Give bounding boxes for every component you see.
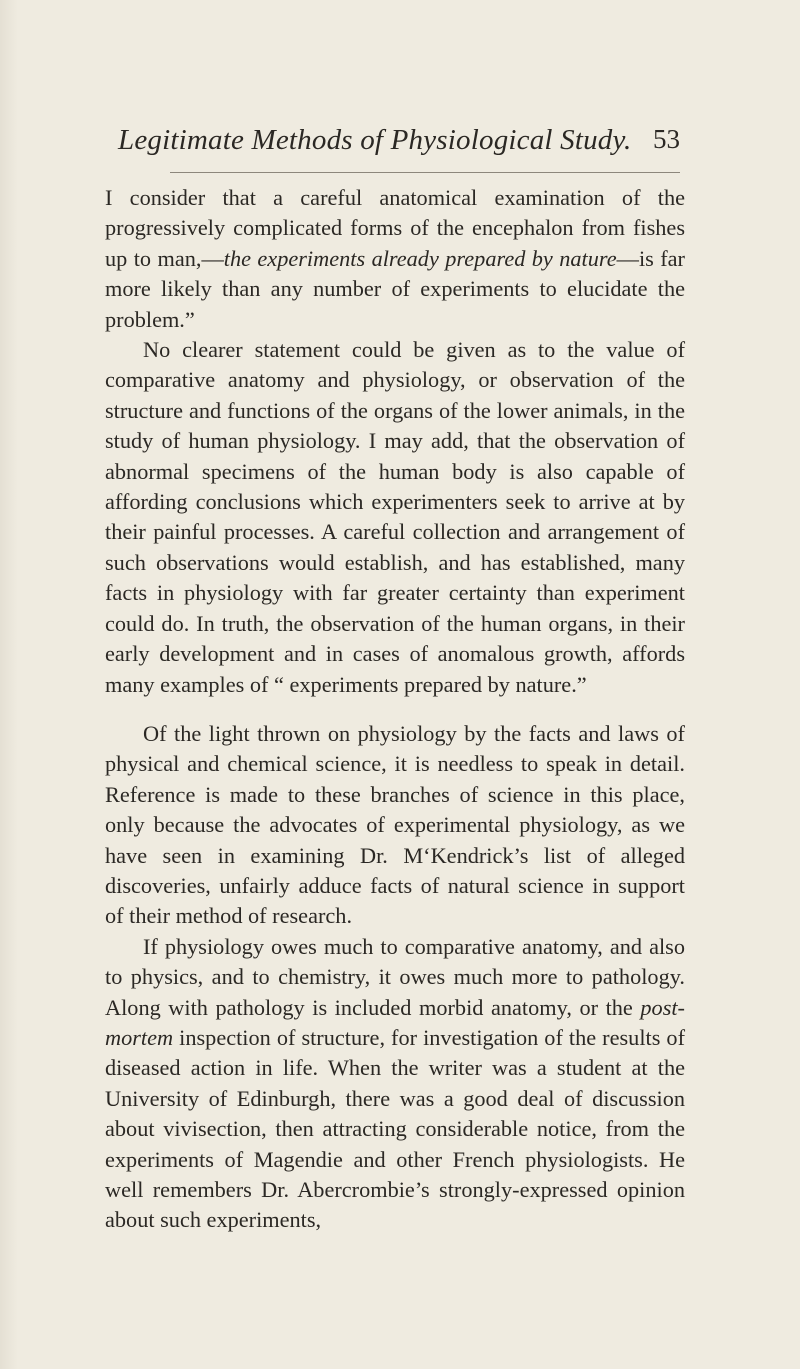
paragraph-1-italic: the experiments already prepared by nature	[223, 245, 617, 271]
paragraph-4	[105, 932, 685, 1236]
header-rule	[170, 172, 680, 173]
page-number: 53	[653, 124, 680, 154]
paragraph-2: No clearer statement could be given as to the value of comparative anatomy and physiology, or observation of the structure and functions of the organs of the lower animals, in the study of human physiology. I may add, that the observation of abnormal specimens of the human body is also capable of affording conclusions which experimenters seek to arrive at by their painful processes. A careful collection and arrangement of such observations would establish, and has established, many facts in physiology with far greater certainty than experiment could do. In truth, the observation of the human organs, in their early development and in cases of anomalous growth, affords many examples of “ experiments prepared by nature.”	[105, 337, 685, 697]
paragraph-4-italic: post-mortem	[105, 994, 685, 1050]
running-head	[118, 124, 680, 164]
paragraph-4-text-a: If physiology owes much to comparative anatomy, and also to physics, and to chemistry, it owes much more to pathology. Along with pathology is included morbid anatomy, or the	[105, 933, 685, 1020]
body-text	[105, 183, 685, 1236]
paragraph-1-text-a: I consider that a careful anatomical examination of the progressively complicated forms of the encephalon from fishes up to man,—	[105, 185, 685, 271]
paragraph-1-text-c: —is far more likely than any number of experiments to elucidate the problem.”	[105, 245, 685, 332]
paragraph-3: Of the light thrown on physiology by the facts and laws of physical and chemical science, it is needless to speak in detail. Reference is made to these branches of science in this place, only because the advocates of experimental physiology, as we have seen in examining Dr. M‘Kendrick’s list of alleged discoveries, unfairly adduce facts of natural science in support of their method of research.	[105, 720, 685, 929]
paragraph-4-text-c: inspection of structure, for investigation of the results of diseased action in life. When the writer was a student at the University of Edinburgh, there was a good deal of discussion about vivisection, then attracting considerable notice, from the experiments of Magendie and other French physiologists. He well remembers Dr. Abercrombie’s strongly-expressed opinion about such experiments,	[105, 1024, 685, 1233]
running-title: Legitimate Methods of Physiological Study.	[118, 124, 632, 156]
page-gutter-shadow	[0, 0, 18, 1369]
paragraph-1	[105, 183, 685, 335]
